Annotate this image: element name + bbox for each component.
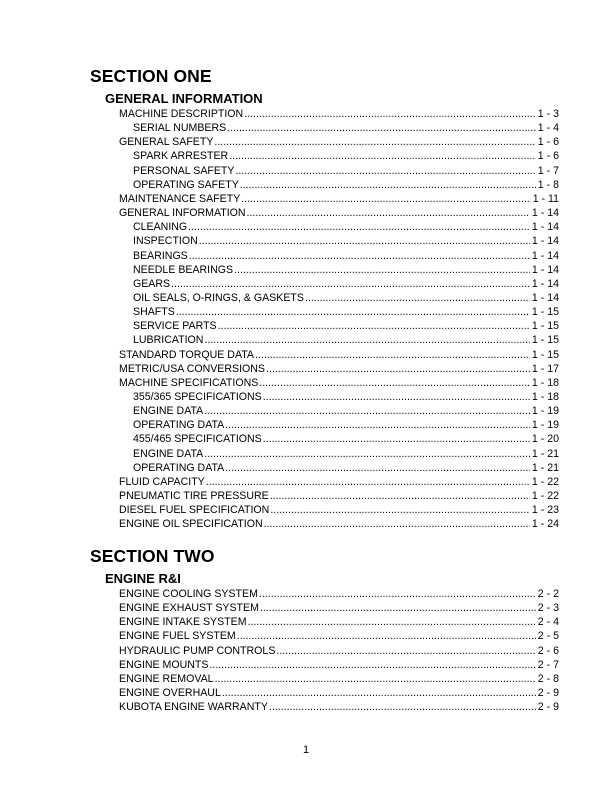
toc-entry-label: PNEUMATIC TIRE PRESSURE <box>119 490 269 503</box>
toc-entry <box>133 235 559 248</box>
toc-entry-label: KUBOTA ENGINE WARRANTY <box>119 701 268 714</box>
toc-entry-label: OPERATING DATA <box>133 461 225 474</box>
toc-leader-dots <box>225 462 530 475</box>
toc-entry-label: MAINTENANCE SAFETY <box>119 192 241 205</box>
toc-leader-dots <box>255 349 530 362</box>
toc-leader-dots <box>206 476 530 489</box>
toc-entry <box>133 221 559 234</box>
toc-leader-dots <box>171 278 530 291</box>
toc-entry <box>133 419 559 432</box>
toc-entry-label: FLUID CAPACITY <box>119 475 205 488</box>
toc-entry-label: ENGINE FUEL SYSTEM <box>119 630 236 643</box>
toc-entry-label: GENERAL INFORMATION <box>119 207 246 220</box>
toc-leader-dots <box>215 673 536 686</box>
toc-entry-page: 1 - 14 <box>531 291 559 304</box>
toc-entry-page: 1 - 17 <box>531 362 559 375</box>
toc-leader-dots <box>189 250 530 263</box>
toc-leader-dots <box>225 419 530 432</box>
toc-entry-page: 1 - 14 <box>531 249 559 262</box>
toc-entry-page: 2 - 6 <box>537 644 559 657</box>
toc-leader-dots <box>229 150 536 163</box>
toc-entry-page: 1 - 21 <box>531 461 559 474</box>
toc-entry <box>119 108 559 121</box>
toc-entry <box>133 433 559 446</box>
section-two-title: SECTION TWO <box>90 546 215 566</box>
toc-entry-page: 1 - 3 <box>537 108 559 120</box>
toc-entry-page: 1 - 14 <box>531 207 559 220</box>
toc-entry-label: ENGINE OVERHAUL <box>119 687 221 700</box>
toc-entry <box>133 334 559 347</box>
toc-entry <box>133 165 559 178</box>
toc-entry-page: 1 - 15 <box>531 320 559 333</box>
toc-leader-dots <box>266 363 530 376</box>
toc-entry <box>119 602 559 615</box>
toc-leader-dots <box>260 602 536 615</box>
toc-leader-dots <box>269 701 536 714</box>
toc-leader-dots <box>264 518 530 531</box>
toc-entry <box>119 673 559 686</box>
toc-leader-dots <box>214 136 535 149</box>
toc-entry <box>119 476 559 489</box>
toc-entry-label: STANDARD TORQUE DATA <box>119 348 254 361</box>
toc-entry-label: METRIC/USA CONVERSIONS <box>119 362 265 375</box>
toc-entry-label: GEARS <box>133 277 171 290</box>
toc-leader-dots <box>244 108 536 121</box>
toc-leader-dots <box>248 616 536 629</box>
toc-entry <box>119 490 559 503</box>
toc-entry <box>119 349 559 362</box>
toc-entry-page: 2 - 7 <box>537 658 559 671</box>
toc-entry <box>133 150 559 163</box>
toc-entry <box>119 518 559 531</box>
toc-entry-label: ENGINE DATA <box>133 447 204 460</box>
toc-entry-page: 1 - 15 <box>531 348 559 361</box>
toc-leader-dots <box>218 320 530 333</box>
toc-entry-page: 1 - 21 <box>531 447 559 460</box>
toc-entry-page: 2 - 8 <box>537 672 559 685</box>
toc-entry-page: 1 - 7 <box>537 164 559 177</box>
toc-entry-label: ENGINE INTAKE SYSTEM <box>119 616 247 629</box>
toc-entry-page: 2 - 9 <box>537 687 559 700</box>
toc-entry-label: OPERATING SAFETY <box>133 178 239 191</box>
toc-entry-label: SERIAL NUMBERS <box>133 122 227 135</box>
toc-leader-dots <box>240 179 536 192</box>
toc-entry-label: ENGINE REMOVAL <box>119 672 214 685</box>
toc-entry-page: 1 - 24 <box>531 518 559 531</box>
toc-entry <box>119 630 559 643</box>
toc-leader-dots <box>188 221 530 234</box>
toc-entry-label: 355/365 SPECIFICATIONS <box>133 391 262 403</box>
toc-entry <box>119 136 559 149</box>
toc-leader-dots <box>241 193 530 206</box>
toc-entry-page: 1 - 14 <box>531 235 559 248</box>
toc-entry-label: ENGINE OIL SPECIFICATION <box>119 518 263 531</box>
toc-entry-page: 1 - 18 <box>531 391 559 403</box>
toc-entry-page: 1 - 23 <box>531 504 559 517</box>
toc-leader-dots <box>209 659 535 672</box>
toc-leader-dots <box>259 588 536 601</box>
toc-entry-page: 1 - 6 <box>537 150 559 163</box>
toc-leader-dots <box>263 391 530 404</box>
toc-entry-label: BEARINGS <box>133 249 188 262</box>
toc-leader-dots <box>176 306 530 319</box>
toc-entry <box>119 207 559 220</box>
toc-leader-dots <box>270 504 530 517</box>
toc-entry <box>119 687 559 700</box>
toc-entry-label: OPERATING DATA <box>133 419 225 432</box>
section-two-subtitle: ENGINE R&I <box>105 571 181 586</box>
toc-entry-label: MACHINE SPECIFICATIONS <box>119 376 259 389</box>
toc-entry-label: GENERAL SAFETY <box>119 136 214 149</box>
toc-entry-page: 1 - 14 <box>531 277 559 290</box>
toc-entry-page: 1 - 14 <box>531 221 559 234</box>
toc-entry <box>119 645 559 658</box>
toc-entry-page: 1 - 8 <box>537 178 559 191</box>
toc-entry-page: 2 - 2 <box>537 588 559 600</box>
toc-leader-dots <box>259 377 530 390</box>
toc-entry-page: 2 - 5 <box>537 630 559 643</box>
toc-entry-page: 1 - 11 <box>532 192 559 205</box>
toc-entry <box>119 659 559 672</box>
section-one-title: SECTION ONE <box>90 66 212 86</box>
toc-entry-page: 1 - 19 <box>531 405 559 418</box>
toc-entry-page: 1 - 15 <box>531 306 559 319</box>
toc-leader-dots <box>237 630 536 643</box>
toc-entry-page: 1 - 20 <box>531 433 559 446</box>
toc-entry-label: SPARK ARRESTER <box>133 150 229 163</box>
toc-entry-label: PERSONAL SAFETY <box>133 164 235 177</box>
toc-leader-dots <box>305 292 530 305</box>
toc-entry <box>119 616 559 629</box>
toc-entry <box>133 292 559 305</box>
toc-entry-page: 1 - 14 <box>531 263 559 276</box>
toc-entry-label: ENGINE COOLING SYSTEM <box>119 588 258 600</box>
toc-entry-label: 455/465 SPECIFICATIONS <box>133 433 262 446</box>
toc-leader-dots <box>222 687 536 700</box>
toc-leader-dots <box>234 264 530 277</box>
toc-entry-page: 1 - 18 <box>531 376 559 389</box>
toc-entry <box>133 306 559 319</box>
toc-entry-page: 1 - 4 <box>537 122 559 135</box>
toc-entry-page: 1 - 22 <box>531 490 559 503</box>
toc-entry-label: NEEDLE BEARINGS <box>133 263 234 276</box>
toc-leader-dots <box>227 122 536 135</box>
toc-entry <box>133 250 559 263</box>
toc-entry-label: SERVICE PARTS <box>133 320 217 333</box>
toc-entry-page: 1 - 15 <box>531 334 559 347</box>
page-number: 1 <box>302 744 310 756</box>
toc-entry <box>119 701 559 714</box>
toc-entry <box>133 179 559 192</box>
toc-leader-dots <box>235 165 535 178</box>
toc-entry-page: 1 - 6 <box>537 136 559 149</box>
toc-entry-page: 2 - 4 <box>537 616 559 629</box>
toc-entry <box>133 278 559 291</box>
toc-entry-page: 2 - 3 <box>537 602 559 615</box>
toc-entry-label: ENGINE MOUNTS <box>119 658 209 671</box>
toc-entry <box>119 588 559 601</box>
toc-entry-label: MACHINE DESCRIPTION <box>119 108 244 120</box>
toc-entry <box>133 448 559 461</box>
toc-entry-label: OIL SEALS, O-RINGS, & GASKETS <box>133 291 304 304</box>
toc-entry <box>133 122 559 135</box>
toc-entry-page: 2 - 9 <box>537 701 559 714</box>
toc-entry <box>133 320 559 333</box>
toc-entry <box>133 405 559 418</box>
toc-entry <box>133 264 559 277</box>
toc-entry <box>119 377 559 390</box>
toc-entry <box>133 391 559 404</box>
toc-leader-dots <box>199 235 530 248</box>
toc-entry-label: INSPECTION <box>133 235 198 248</box>
toc-leader-dots <box>204 405 530 418</box>
toc-entry-label: HYDRAULIC PUMP CONTROLS <box>119 644 276 657</box>
toc-leader-dots <box>247 207 530 220</box>
toc-leader-dots <box>204 334 529 347</box>
toc-entry-label: CLEANING <box>133 221 188 234</box>
toc-leader-dots <box>204 448 530 461</box>
toc-entry-label: LUBRICATION <box>133 334 204 347</box>
toc-leader-dots <box>270 490 530 503</box>
toc-entry-page: 1 - 22 <box>531 475 559 488</box>
toc-entry <box>119 193 559 206</box>
toc-entry <box>119 504 559 517</box>
toc-leader-dots <box>263 433 530 446</box>
section-one-subtitle: GENERAL INFORMATION <box>105 91 263 106</box>
toc-entry-label: DIESEL FUEL SPECIFICATION <box>119 504 270 517</box>
toc-entry-page: 1 - 19 <box>531 419 559 432</box>
toc-entry <box>133 462 559 475</box>
toc-entry-label: ENGINE EXHAUST SYSTEM <box>119 602 259 615</box>
toc-entry-label: SHAFTS <box>133 306 175 319</box>
toc-entry-label: ENGINE DATA <box>133 405 204 418</box>
toc-leader-dots <box>276 645 535 658</box>
toc-entry <box>119 363 559 376</box>
